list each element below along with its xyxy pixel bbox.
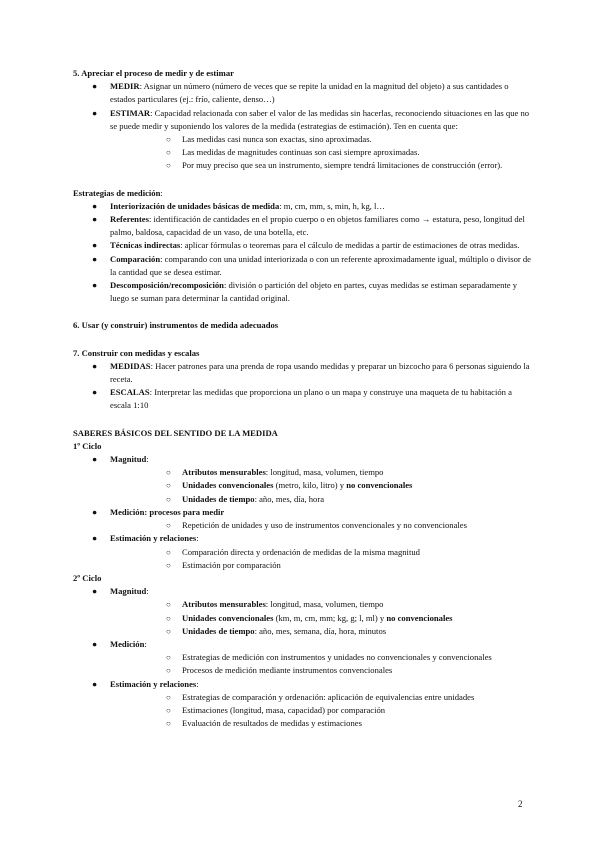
circle-bullet-icon: ○ [166,666,171,676]
bullet-icon: ● [92,280,98,291]
term-label: Estimación y relaciones [110,533,197,544]
sub-item-text: Estimación por comparación [182,559,281,570]
term-text: : división o partición del objeto en partes, cuyas medidas se estiman separadamente y luego se suman para determinar la cantidad original. [110,280,518,304]
term-label: MEDIDAS [110,360,151,371]
circle-bullet-icon: ○ [166,481,171,491]
section-6-heading: 6. Usar (y construir) instrumentos de medida adecuados [73,320,279,331]
term-text: : longitud, masa, volumen, tiempo [265,599,384,610]
sublist [110,651,533,677]
page-number: 2 [518,799,523,809]
document-body [73,67,533,730]
term-label: Unidades convencionales [182,480,274,491]
list-item [73,239,533,252]
list-item [73,532,533,572]
sub-item-text: Las medidas casi nunca son exactas, sino aproximadas. [182,134,372,145]
term-label: MEDIR [110,81,140,92]
list-item [73,678,533,731]
list-item [73,213,533,239]
sub-item-text: Repetición de unidades y uso de instrumentos convencionales y no convencionales [182,520,467,531]
term-label: Magnitud [110,454,147,465]
term-text: : año, mes, semana, día, hora, minutos [254,625,387,636]
term-label: ESCALAS [110,387,150,398]
saberes-heading: SABERES BÁSICOS DEL SENTIDO DE LA MEDIDA [73,427,278,438]
sub-list-item [110,466,533,479]
list-item [73,506,533,532]
term-text: : Interpretar las medidas que proporciona un plano o un mapa y construye una maqueta de tu habitación a escala 1:10 [110,387,512,411]
colon: : [146,586,149,597]
circle-bullet-icon: ○ [166,521,171,531]
circle-bullet-icon: ○ [166,494,171,504]
term-text: : comparando con una unidad interiorizada o con un referente aproximadamente igual, múltiplo o divisor de la cantidad que se desea estimar. [110,253,531,277]
term-text: : Asignar un número (número de veces que se repite la unidad en la magnitud del objeto) a sus cantidades o estados particulares (ej.: frío, caliente, denso…) [110,81,509,105]
ciclo-2-heading: 2º Ciclo [73,572,102,583]
term-text: (km, m, cm, mm; kg, g; l, ml) y [273,612,387,623]
circle-bullet-icon: ○ [166,547,171,557]
sub-list-item [110,133,533,146]
sublist [110,598,533,638]
term-label: Técnicas indirectas [110,240,181,251]
circle-bullet-icon: ○ [166,135,171,145]
term-text: : aplicar fórmulas o teoremas para el cálculo de medidas a partir de estimaciones de otras medidas. [180,240,520,251]
sub-list-item [110,598,533,611]
ciclo-2-list [73,585,533,730]
list-item [73,638,533,678]
sublist [110,466,533,506]
circle-bullet-icon: ○ [166,692,171,702]
sub-list-item [110,691,533,704]
sub-item-text: Comparación directa y ordenación de medidas de la misma magnitud [182,546,420,557]
ciclo-1-heading: 1º Ciclo [73,440,102,451]
list-item [73,453,533,506]
circle-bullet-icon: ○ [166,705,171,715]
term-label: Interiorización de unidades básicas de medida [110,200,280,211]
sub-list-item [110,479,533,492]
sub-list-item [110,664,533,677]
term-text: : Capacidad relacionada con saber el valor de las medidas sin hacerlas, reconociendo situaciones en las que no se puede medir y suponiendo los valores de la medida (estrategias de estimación). Ten en cuenta que: [110,107,530,131]
term-label: Unidades de tiempo [182,625,255,636]
ciclo-1-list [73,453,533,572]
bullet-icon: ● [92,81,98,92]
term-label: ESTIMAR [110,107,151,118]
sublist [110,546,533,572]
term-text: : m, cm, mm, s, min, h, kg, l… [279,200,386,211]
list-item [73,279,533,305]
sub-list-item [110,546,533,559]
sub-list-item [110,159,533,172]
term-text: : año, mes, día, hora [254,493,325,504]
circle-bullet-icon: ○ [166,719,171,729]
bullet-icon: ● [92,107,98,118]
sub-item-text: Evaluación de resultados de medidas y estimaciones [182,718,362,729]
sub-list-item [110,625,533,638]
circle-bullet-icon: ○ [166,600,171,610]
sub-list-item [110,704,533,717]
sub-list-item [110,612,533,625]
term-label: Atributos mensurables [182,467,266,478]
term-text: (metro, kilo, litro) y [273,480,347,491]
circle-bullet-icon: ○ [166,148,171,158]
sub-list-item [110,146,533,159]
term-label-2: no convencionales [386,612,453,623]
sub-list-item [110,717,533,730]
term-label: Medición: procesos para medir [110,506,225,517]
sublist [110,133,533,173]
term-text: : longitud, masa, volumen, tiempo [265,467,384,478]
sub-item-text: Las medidas de magnitudes continuas son casi siempre aproximadas. [182,147,420,158]
list-item [73,200,533,213]
term-label: Medición [110,638,145,649]
sub-item-text: Estimaciones (longitud, masa, capacidad) por comparación [182,704,386,715]
list-item [73,107,533,173]
bullet-icon: ● [92,253,98,264]
heading-colon: : [160,187,163,198]
section-7-heading: 7. Construir con medidas y escalas [73,347,200,358]
sublist [110,519,533,532]
strategies-heading [73,187,533,200]
circle-bullet-icon: ○ [166,468,171,478]
list-item [73,585,533,638]
circle-bullet-icon: ○ [166,560,171,570]
strategies-list [73,200,533,306]
bullet-icon: ● [92,454,98,465]
sub-list-item [110,493,533,506]
list-item [73,253,533,279]
colon: : [196,533,199,544]
bullet-icon: ● [92,533,98,544]
bullet-icon: ● [92,387,98,398]
sub-list-item [110,651,533,664]
colon: : [144,638,147,649]
term-text: : identificación de cantidades en el propio cuerpo o en objetos familiares como → estatura, peso, longitud del palmo, baldosa, capacidad de un vaso, de una botella, etc. [110,214,525,238]
term-label: Referentes [110,214,149,225]
circle-bullet-icon: ○ [166,161,171,171]
term-label: Descomposición/recomposición [110,280,224,291]
bullet-icon: ● [92,240,98,251]
bullet-icon: ● [92,200,98,211]
bullet-icon: ● [92,506,98,517]
section-5-list [73,80,533,172]
list-item [73,360,533,386]
circle-bullet-icon: ○ [166,626,171,636]
term-label: Atributos mensurables [182,599,266,610]
bullet-icon: ● [92,214,98,225]
sub-item-text: Estrategias de comparación y ordenación: aplicación de equivalencias entre unidades [182,691,475,702]
list-item [73,80,533,106]
colon: : [196,678,199,689]
bullet-icon: ● [92,678,98,689]
sublist [110,691,533,731]
term-label: Comparación [110,253,161,264]
sub-list-item [110,559,533,572]
bullet-icon: ● [92,360,98,371]
sub-item-text: Estrategias de medición con instrumentos y unidades no convencionales y convencionales [182,652,492,663]
term-label: Estimación y relaciones [110,678,197,689]
section-5-heading: 5. Apreciar el proceso de medir y de estimar [73,68,234,78]
circle-bullet-icon: ○ [166,613,171,623]
circle-bullet-icon: ○ [166,653,171,663]
sub-list-item [110,519,533,532]
term-label: Unidades convencionales [182,612,274,623]
term-text: : Hacer patrones para una prenda de ropa usando medidas y preparar un bizcocho para 6 personas siguiendo la receta. [110,360,530,385]
section-7-list [73,360,533,413]
sub-item-text: Procesos de medición mediante instrumentos convencionales [182,665,393,676]
list-item [73,386,533,412]
term-label-2: no convencionales [346,480,413,491]
term-label: Unidades de tiempo [182,493,255,504]
bullet-icon: ● [92,586,98,597]
sub-item-text: Por muy preciso que sea un instrumento, siempre tendrá limitaciones de construcción (error). [182,160,503,171]
bullet-icon: ● [92,638,98,649]
colon: : [146,454,149,465]
term-label: Magnitud [110,586,147,597]
strategies-heading-text: Estrategias de medición [73,187,161,198]
